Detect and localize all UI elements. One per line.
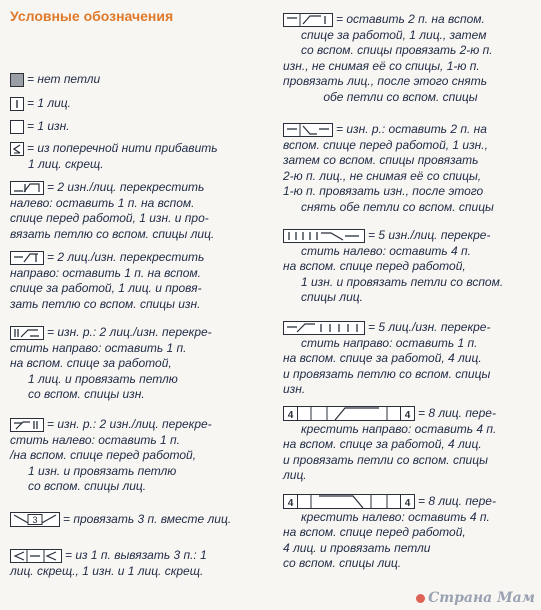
legend-text: 1 лиц. и провязать петлю xyxy=(28,371,178,386)
knit-stitch-icon xyxy=(10,97,24,111)
legend-text: спицы лиц. xyxy=(301,290,363,304)
legend-text: = 8 лиц. пере- xyxy=(418,406,496,420)
legend-text: 1-ю п. провязать изн., после этого xyxy=(283,184,484,198)
purl-stitch-icon xyxy=(10,120,24,134)
legend-text: стить налево: оставить 4 п. xyxy=(301,243,471,258)
legend-k3tog xyxy=(10,512,231,528)
legend-text: = изн. р.: 2 лиц./изн. перекре- xyxy=(47,325,212,339)
legend-no-stitch xyxy=(10,72,100,88)
legend-text: /на вспом. спице перед работой, xyxy=(10,448,197,462)
legend-text: спице за работой, 1 лиц., затем xyxy=(301,27,487,42)
legend-cable-3-left-ws xyxy=(283,122,494,215)
cable-3-right-icon xyxy=(283,13,333,27)
legend-text: на вспом. спице за работой, 4 лиц. xyxy=(283,351,482,365)
legend-text: на вспом. спице перед работой, xyxy=(283,525,466,539)
legend-text: обе петли со вспом. спицы xyxy=(323,89,478,104)
cable-3-left-ws-icon xyxy=(283,123,333,137)
legend-text: на вспом. спице перед работой, xyxy=(283,259,466,273)
cross-left-5-icon xyxy=(283,229,365,243)
legend-text: изн. xyxy=(283,382,306,396)
legend-text: крестить направо: оставить 4 п. xyxy=(301,421,497,436)
legend-text: = из поперечной нити прибавить xyxy=(27,141,218,155)
legend-text: со вспом. спицы изн. xyxy=(28,387,145,401)
legend-text: 1 изн. и провязать петлю xyxy=(28,463,177,478)
legend-text: со вспом. спицы провязать 2-ю п. xyxy=(301,43,493,57)
legend-text: снять обе петли со вспом. спицы xyxy=(301,199,494,214)
legend-text: спице перед работой, 1 изн. и про- xyxy=(10,211,209,225)
legend-cross-left-2 xyxy=(10,180,214,242)
legend-ws-cross-right-2 xyxy=(10,325,212,403)
legend-text: направо: оставить 1 п. на вспом. xyxy=(10,265,201,280)
symbol-label: 4 xyxy=(287,410,294,422)
legend-text: = 5 изн./лиц. перекре- xyxy=(368,228,491,242)
legend-text: стить направо: оставить 1 п. xyxy=(301,335,478,350)
cable-8-left-icon xyxy=(283,494,415,509)
logo-dot-icon xyxy=(416,594,425,603)
watermark-text: Страна Мам xyxy=(428,590,535,606)
legend-cable-8-right xyxy=(283,406,496,484)
ws-cross-left-2-icon xyxy=(10,418,44,432)
k3tog-icon xyxy=(10,512,60,527)
legend-text: крестить налево: оставить 4 п. xyxy=(301,509,490,524)
legend-knit xyxy=(10,96,71,112)
legend-cross-right-2 xyxy=(10,250,204,312)
legend-text: = провязать 3 п. вместе лиц. xyxy=(63,512,232,526)
legend-text: затем со вспом. спицы провязать xyxy=(283,153,479,167)
increase-icon xyxy=(10,142,24,156)
legend-text: на вспом. спице за работой, xyxy=(10,356,172,370)
legend-text: 1 лиц. скрещ. xyxy=(28,156,104,171)
legend-text: со вспом. спицы лиц. xyxy=(28,479,147,493)
legend-text: = 2 лиц./изн. перекрестить xyxy=(47,250,205,264)
legend-text: налево: оставить 1 п. на вспом. xyxy=(10,195,195,210)
legend-inc-1-to-3 xyxy=(10,548,207,579)
symbol-label: 3 xyxy=(32,515,38,526)
legend-text: со вспом. спицы лиц. xyxy=(283,556,402,570)
cable-8-right-icon xyxy=(283,406,415,421)
symbol-label: 4 xyxy=(404,410,411,422)
legend-purl xyxy=(10,119,70,135)
legend-text: = изн. р.: 2 изн./лиц. перекре- xyxy=(47,417,212,431)
cross-right-2-icon xyxy=(10,251,44,265)
legend-text: провязать лиц., после этого снять xyxy=(283,74,488,88)
legend-cable-3-right xyxy=(283,12,518,105)
legend-title: Условные обозначения xyxy=(10,8,174,24)
inc-1-to-3-icon xyxy=(10,549,62,563)
legend-text: = 1 лиц. xyxy=(27,96,71,110)
cross-left-2-icon xyxy=(10,181,44,195)
symbol-label: 4 xyxy=(287,498,294,510)
legend-text: = 1 изн. xyxy=(27,119,70,133)
legend-text: 4 лиц. и провязать петли xyxy=(283,540,431,555)
legend-make-one xyxy=(10,141,218,172)
legend-text: = из 1 п. вывязать 3 п.: 1 xyxy=(65,548,207,562)
legend-text: лиц. скрещ., 1 изн. и 1 лиц. скрещ. xyxy=(10,563,204,578)
legend-text: стить направо: оставить 1 п. xyxy=(10,340,187,355)
legend-text: вспом. спице перед работой, 1 изн., xyxy=(283,137,488,152)
ws-cross-right-2-icon xyxy=(10,326,44,340)
legend-text: = нет петли xyxy=(27,72,101,86)
legend-text: и провязать петли со вспом. спицы xyxy=(283,452,488,467)
legend-text: на вспом. спице за работой, 4 лиц. xyxy=(283,437,482,451)
legend-text: стить налево: оставить 1 п. xyxy=(10,432,180,447)
legend-text: = 8 лиц. пере- xyxy=(418,494,496,508)
grey-square-icon xyxy=(10,73,24,87)
legend-text: = оставить 2 п. на вспом. xyxy=(336,12,485,26)
cross-right-5-icon xyxy=(283,321,365,335)
legend-text: 1 изн. и провязать петли со вспом. xyxy=(301,274,504,289)
legend-text: изн., не снимая её со спицы, 1-ю п. xyxy=(283,58,480,73)
legend-ws-cross-left-2 xyxy=(10,417,212,495)
site-watermark xyxy=(416,590,535,606)
legend-text: = изн. р.: оставить 2 п. на xyxy=(336,122,487,136)
legend-text: и провязать петлю со вспом. спицы xyxy=(283,366,491,381)
legend-text: зать петлю со вспом. спицы изн. xyxy=(10,296,201,311)
legend-text: = 5 лиц./изн. перекре- xyxy=(368,320,491,334)
legend-text: = 2 изн./лиц. перекрестить xyxy=(47,180,205,194)
legend-text: спице за работой, 1 лиц. и провя- xyxy=(10,281,202,295)
legend-cable-8-left xyxy=(283,494,496,572)
legend-cross-right-5 xyxy=(283,320,490,398)
symbol-label: 4 xyxy=(404,498,411,510)
legend-text: лиц. xyxy=(283,468,307,482)
legend-text: 2-ю п. лиц., не снимая её со спицы, xyxy=(283,168,482,183)
legend-cross-left-5 xyxy=(283,228,503,306)
legend-text: вязать петлю со вспом. спицы лиц. xyxy=(10,226,215,241)
